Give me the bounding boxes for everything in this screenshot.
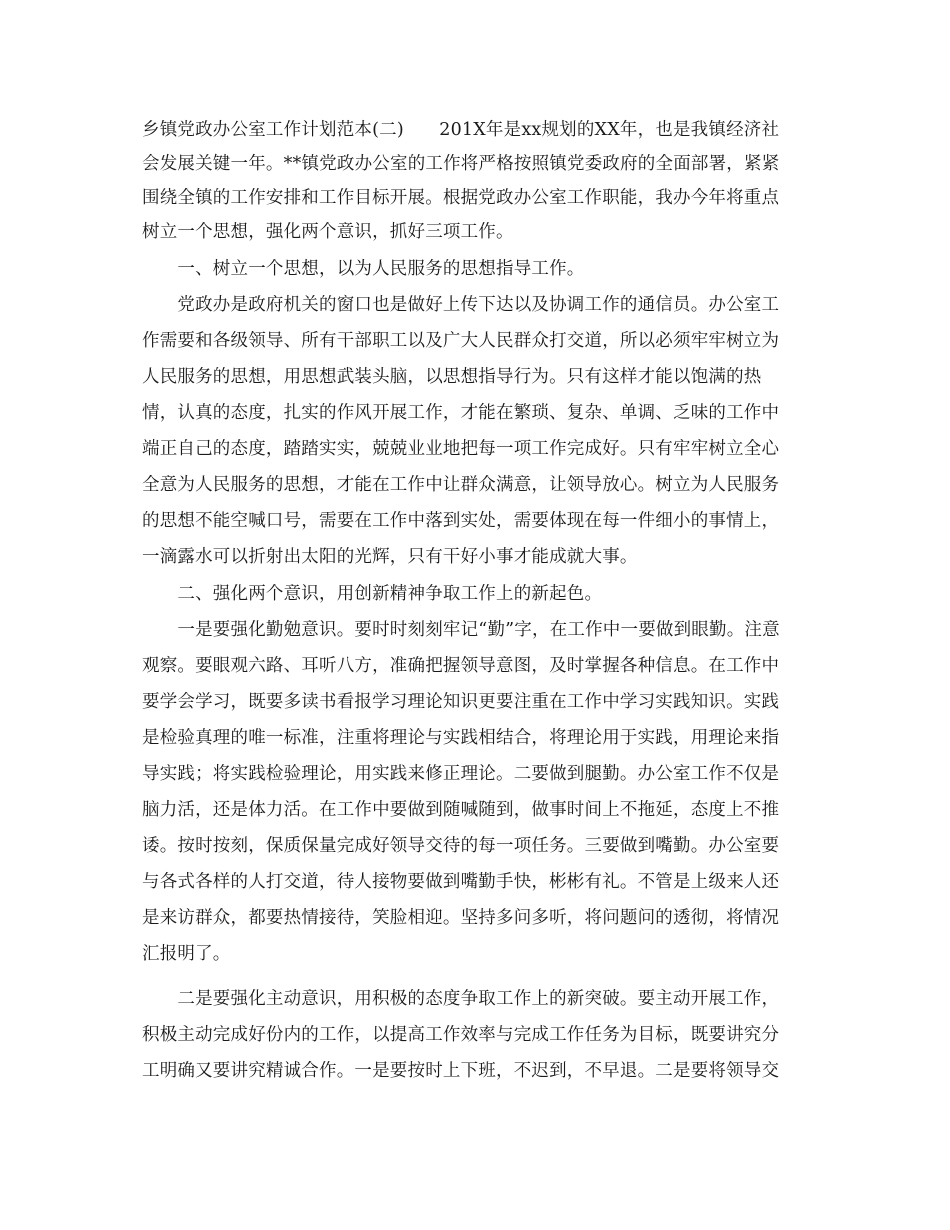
section-heading: 一、树立一个思想，以为人民服务的思想指导工作。 [142,259,585,279]
text-line: 一滴露水可以折射出太阳的光辉，只有干好小事才能成就大事。 [142,547,638,567]
text-line: 乡镇党政办公室工作计划范本(二) 201X年是xx规划的XX年，也是我镇经济社 [142,120,780,140]
text-line: 端正自己的态度，踏踏实实，兢兢业业地把每一项工作完成好。只有牢牢树立全心 [142,439,780,459]
text-line: 树立一个思想，强化两个意识，抓好三项工作。 [142,222,514,242]
text-line: 围绕全镇的工作安排和工作目标开展。根据党政办公室工作职能，我办今年将重点 [142,188,780,208]
text-line: 诿。按时按刻，保质保量完成好领导交待的每一项任务。三要做到嘴勤。办公室要 [142,836,780,856]
text-line: 积极主动完成好份内的工作，以提高工作效率与完成工作任务为目标，既要讲究分 [142,1025,780,1045]
text-line: 汇报明了。 [142,944,231,964]
text-line: 二是要强化主动意识，用积极的态度争取工作上的新突破。要主动开展工作， [142,989,780,1009]
text-line: 党政办是政府机关的窗口也是做好上传下达以及协调工作的通信员。办公室工 [142,295,780,315]
text-line: 的思想不能空喊口号，需要在工作中落到实处，需要体现在每一件细小的事情上， [142,511,780,531]
text-line: 工明确又要讲究精诚合作。一是要按时上下班，不迟到，不早退。二是要将领导交 [142,1061,780,1081]
text-line: 人民服务的思想，用思想武装头脑，以思想指导行为。只有这样才能以饱满的热 [142,367,762,387]
text-line: 是检验真理的唯一标准，注重将理论与实践相结合，将理论用于实践，用理论来指 [142,728,780,748]
text-line: 一是要强化勤勉意识。要时时刻刻牢记“勤”字，在工作中一要做到眼勤。注意 [142,620,780,640]
text-line: 会发展关键一年。**镇党政办公室的工作将严格按照镇党委政府的全面部署，紧紧 [142,154,780,174]
text-line: 与各式各样的人打交道，待人接物要做到嘴勤手快，彬彬有礼。不管是上级来人还 [142,872,780,892]
text-line: 要学会学习，既要多读书看报学习理论知识更要注重在工作中学习实践知识。实践 [142,692,780,712]
text-line: 是来访群众，都要热情接待，笑脸相迎。坚持多问多听，将问题问的透彻，将情况 [142,908,780,928]
text-line: 作需要和各级领导、所有干部职工以及广大人民群众打交道，所以必须牢牢树立为 [142,331,780,351]
text-line: 全意为人民服务的思想，才能在工作中让群众满意，让领导放心。树立为人民服务 [142,475,780,495]
text-line: 导实践；将实践检验理论，用实践来修正理论。二要做到腿勤。办公室工作不仅是 [142,764,780,784]
text-line: 观察。要眼观六路、耳听八方，准确把握领导意图，及时掌握各种信息。在工作中 [142,656,780,676]
section-heading: 二、强化两个意识，用创新精神争取工作上的新起色。 [142,584,603,604]
text-line: 脑力活，还是体力活。在工作中要做到随喊随到，做事时间上不拖延，态度上不推 [142,800,780,820]
text-line: 情，认真的态度，扎实的作风开展工作，才能在繁琐、复杂、单调、乏味的工作中 [142,403,780,423]
